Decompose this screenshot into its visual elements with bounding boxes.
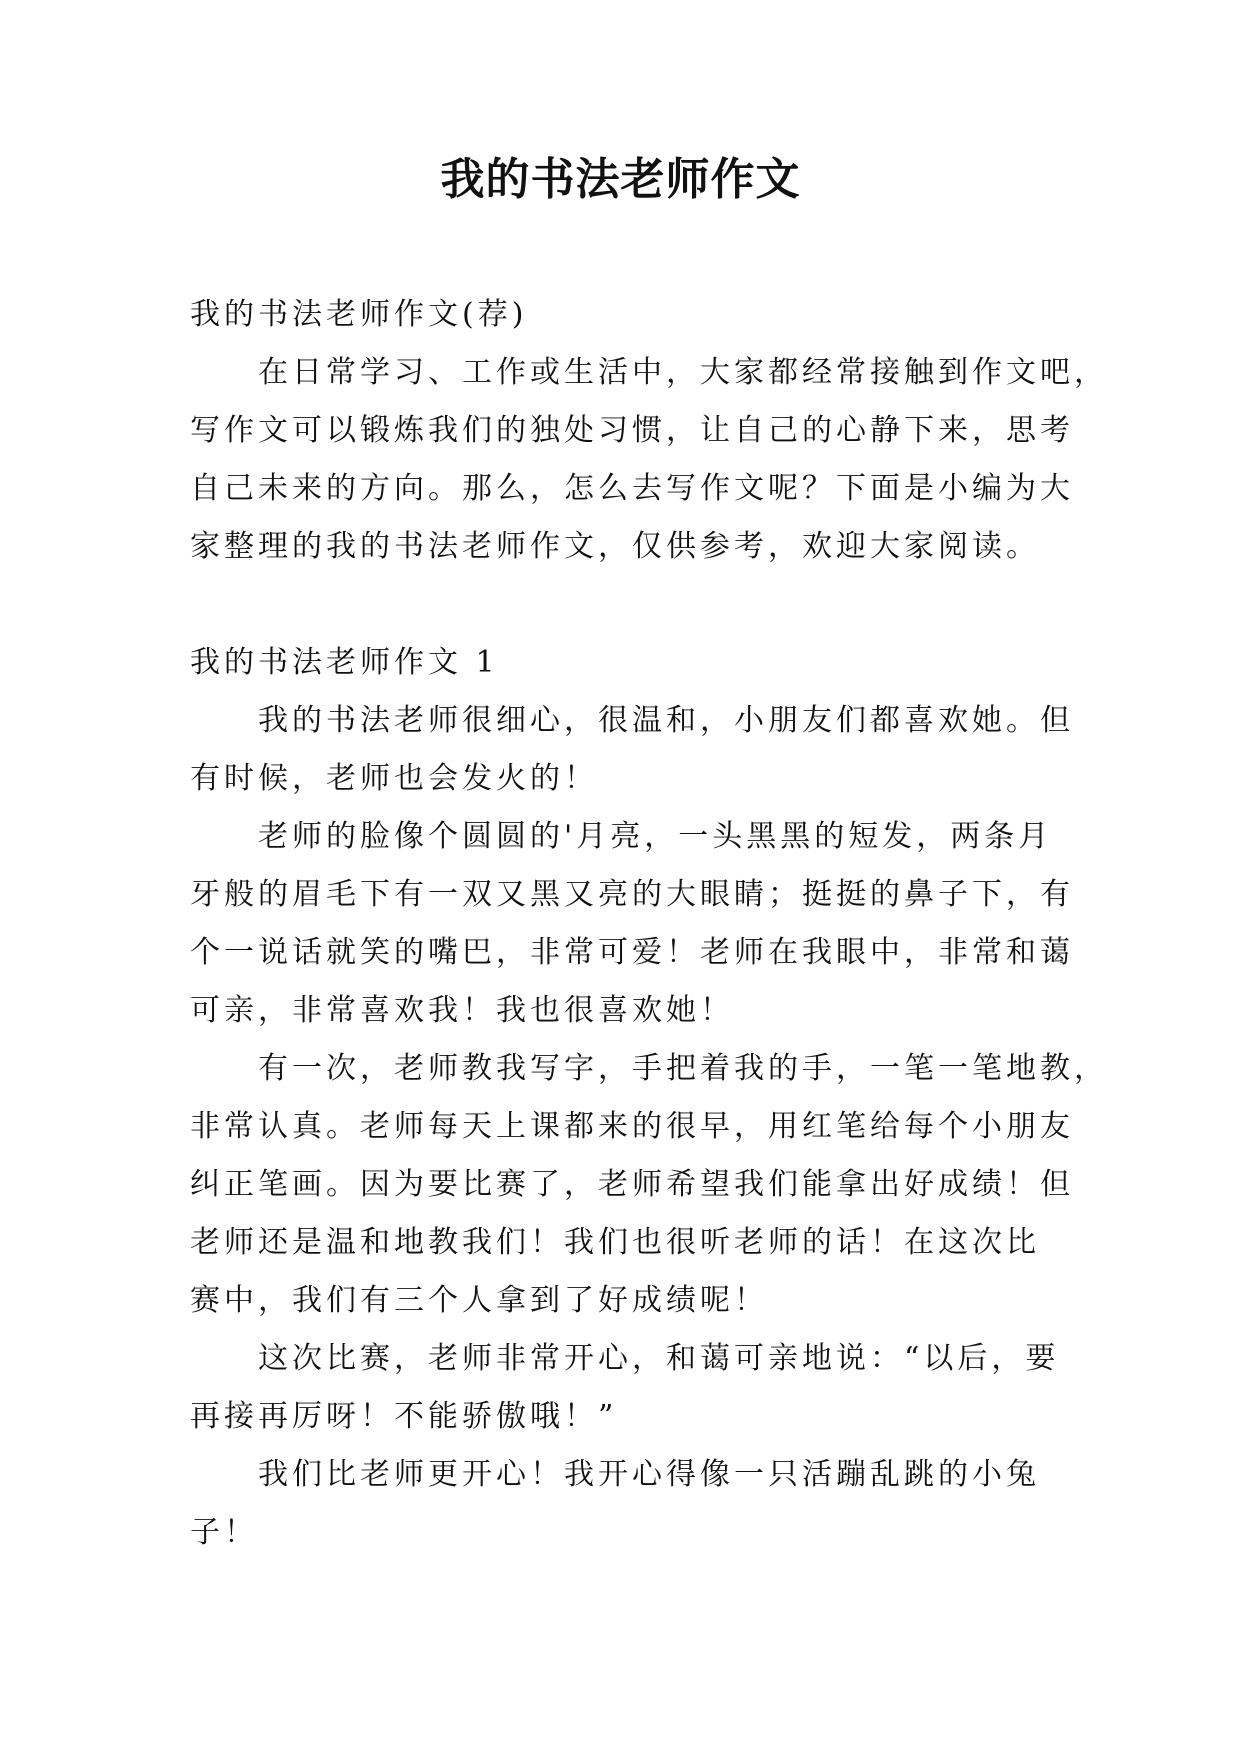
document-title: 我的书法老师作文: [440, 154, 801, 205]
body-line: 子！: [190, 1515, 258, 1550]
body-line: 有一次，老师教我写字，手把着我的手，一笔一笔地教，: [258, 1051, 1108, 1086]
body-line: 有时候，老师也会发火的！: [190, 761, 598, 796]
body-line: 老师还是温和地教我们！我们也很听老师的话！在这次比: [190, 1225, 1040, 1260]
body-line: 可亲，非常喜欢我！我也很喜欢她！: [190, 993, 734, 1028]
body-line: 非常认真。老师每天上课都来的很早，用红笔给每个小朋友: [190, 1109, 1074, 1144]
intro-line: 家整理的我的书法老师作文，仅供参考，欢迎大家阅读。: [190, 529, 1040, 564]
section-heading: 我的书法老师作文 1: [190, 645, 499, 680]
body-line: 我的书法老师很细心，很温和，小朋友们都喜欢她。但: [258, 703, 1074, 738]
body-line: 个一说话就笑的嘴巴，非常可爱！老师在我眼中，非常和蔼: [190, 935, 1074, 970]
intro-line: 在日常学习、工作或生活中，大家都经常接触到作文吧，: [258, 355, 1108, 390]
subtitle: 我的书法老师作文(荐): [190, 297, 528, 332]
body-line: 这次比赛，老师非常开心，和蔼可亲地说：“以后，要: [258, 1341, 1060, 1376]
body-line: 赛中，我们有三个人拿到了好成绩呢！: [190, 1283, 768, 1318]
intro-line: 写作文可以锻炼我们的独处习惯，让自己的心静下来，思考: [190, 413, 1074, 448]
paragraph-spacer: [190, 576, 1050, 634]
intro-line: 自己未来的方向。那么，怎么去写作文呢？下面是小编为大: [190, 471, 1074, 506]
body-line: 老师的脸像个圆圆的'月亮，一头黑黑的短发，两条月: [258, 819, 1053, 854]
body-line: 牙般的眉毛下有一双又黑又亮的大眼睛；挺挺的鼻子下，有: [190, 877, 1074, 912]
body-line: 纠正笔画。因为要比赛了，老师希望我们能拿出好成绩！但: [190, 1167, 1074, 1202]
body-line: 我们比老师更开心！我开心得像一只活蹦乱跳的小兔: [258, 1457, 1040, 1492]
body-line: 再接再厉呀！不能骄傲哦！”: [190, 1399, 618, 1434]
document-body: [190, 286, 1108, 1562]
